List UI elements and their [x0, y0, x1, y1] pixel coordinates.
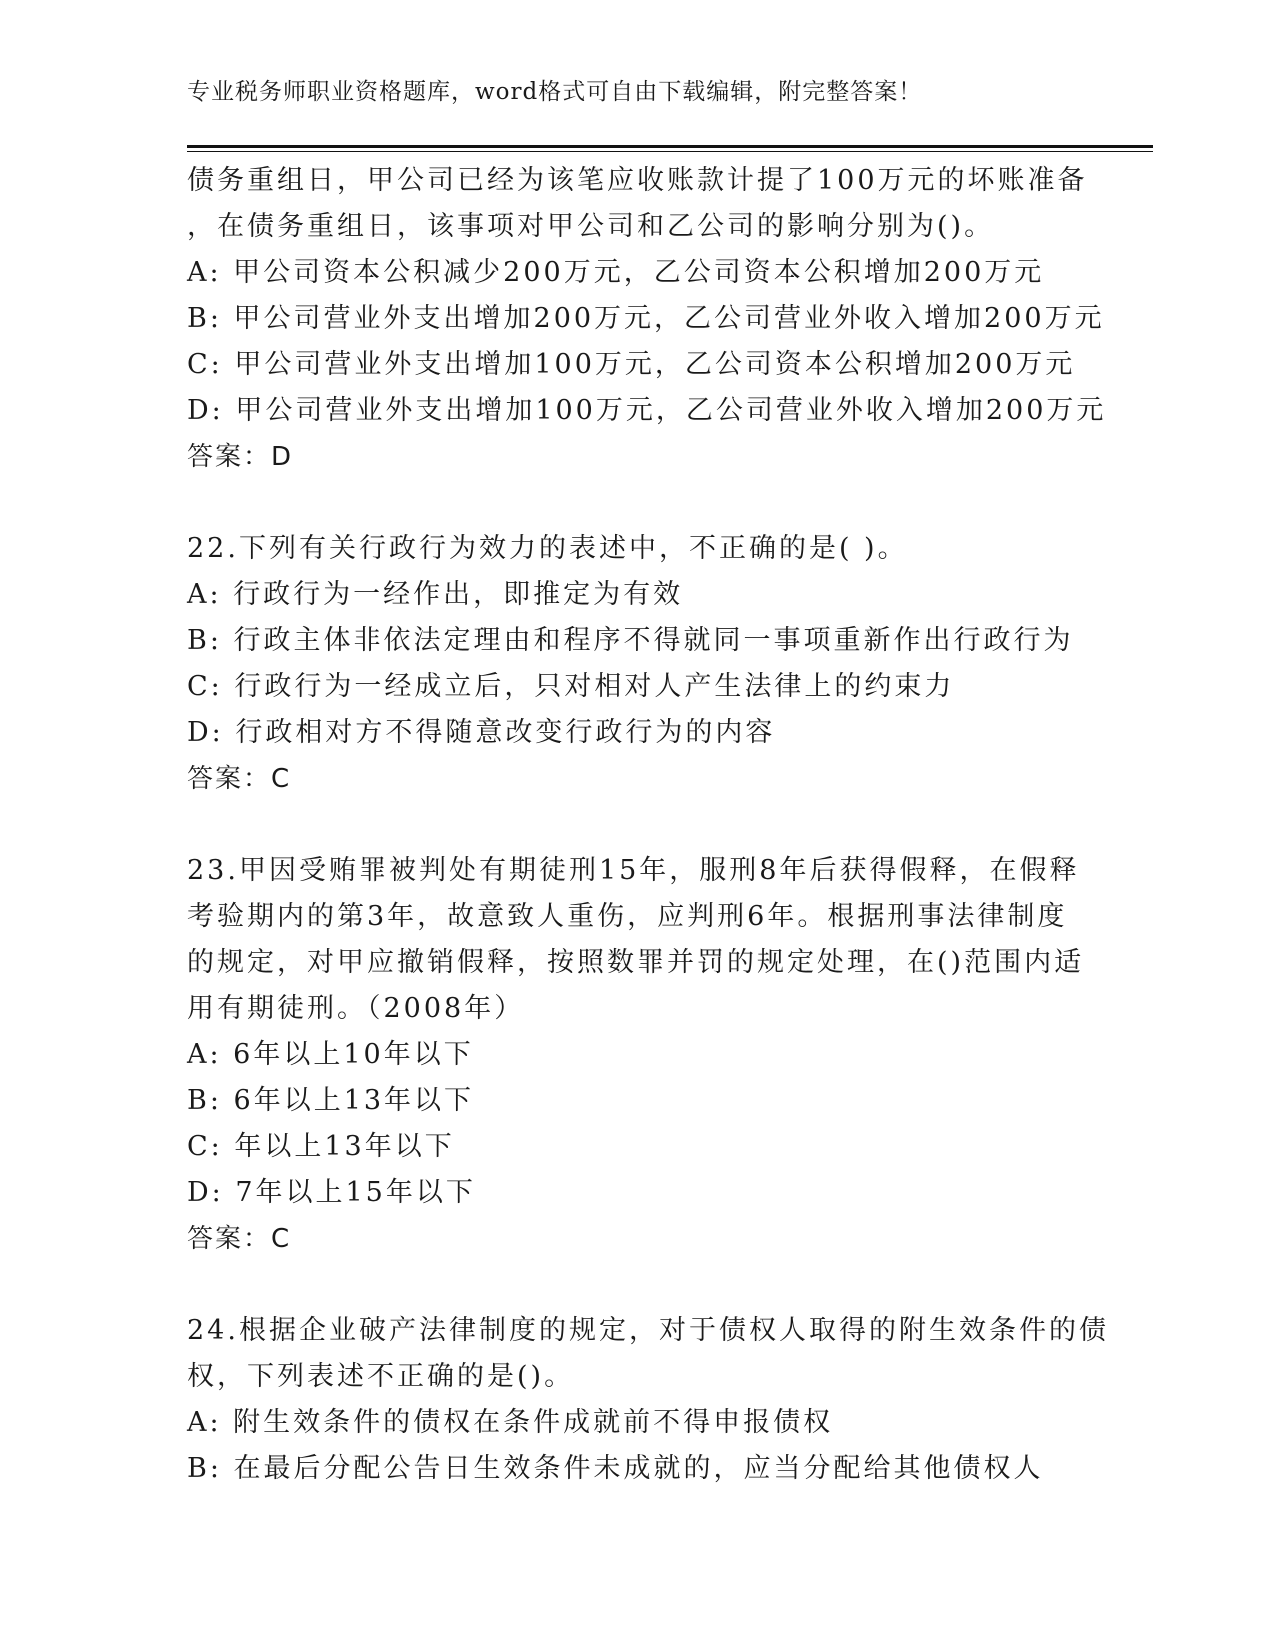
spacer [187, 1262, 1087, 1308]
option-a: A: 甲公司资本公积减少200万元，乙公司资本公积增加200万元 [187, 257, 1045, 288]
option-d: D: 7年以上15年以下 [187, 1177, 476, 1208]
question-stem-line: 22.下列有关行政行为效力的表述中，不正确的是( )。 [187, 533, 908, 564]
answer-line: 答案：D [187, 442, 294, 472]
option-c: C: 甲公司营业外支出增加100万元，乙公司资本公积增加200万元 [187, 349, 1076, 380]
question-stem-line: 债务重组日，甲公司已经为该笔应收账款计提了100万元的坏账准备 [187, 165, 1088, 196]
option-a: A: 6年以上10年以下 [187, 1039, 474, 1070]
spacer [187, 480, 1087, 526]
option-b: B: 甲公司营业外支出增加200万元，乙公司营业外收入增加200万元 [187, 303, 1105, 334]
question-stem-line: 用有期徒刑。（2008年） [187, 993, 525, 1024]
question-21 [187, 158, 1107, 480]
option-b: B: 6年以上13年以下 [187, 1085, 475, 1116]
question-stem-line: 权，下列表述不正确的是()。 [187, 1361, 575, 1392]
option-d: D: 甲公司营业外支出增加100万元，乙公司营业外收入增加200万元 [187, 395, 1107, 426]
question-stem-line: 23.甲因受贿罪被判处有期徒刑15年，服刑8年后获得假释，在假释 [187, 855, 1080, 886]
question-22 [187, 526, 1087, 802]
question-stem-line: 的规定，对甲应撤销假释，按照数罪并罚的规定处理，在()范围内适 [187, 947, 1085, 978]
option-b: B: 在最后分配公告日生效条件未成就的，应当分配给其他债权人 [187, 1453, 1044, 1484]
answer-line: 答案：C [187, 764, 292, 794]
question-24 [187, 1308, 1109, 1492]
option-a: A: 附生效条件的债权在条件成就前不得申报债权 [187, 1407, 834, 1438]
answer-line: 答案：C [187, 1224, 292, 1254]
question-stem-line: ，在债务重组日，该事项对甲公司和乙公司的影响分别为()。 [187, 211, 995, 242]
option-c: C: 年以上13年以下 [187, 1131, 455, 1162]
question-stem-line: 24.根据企业破产法律制度的规定，对于债权人取得的附生效条件的债 [187, 1315, 1109, 1346]
question-23 [187, 848, 1087, 1262]
question-stem-line: 考验期内的第3年，故意致人重伤，应判刑6年。根据刑事法律制度 [187, 901, 1068, 932]
header-divider [187, 145, 1153, 152]
spacer [187, 802, 1087, 848]
page-header: 专业税务师职业资格题库，word格式可自由下载编辑，附完整答案！ [187, 79, 923, 105]
option-c: C: 行政行为一经成立后，只对相对人产生法律上的约束力 [187, 671, 955, 702]
document-body [187, 158, 1109, 1492]
option-d: D: 行政相对方不得随意改变行政行为的内容 [187, 717, 776, 748]
option-b: B: 行政主体非依法定理由和程序不得就同一事项重新作出行政行为 [187, 625, 1074, 656]
option-a: A: 行政行为一经作出，即推定为有效 [187, 579, 684, 610]
